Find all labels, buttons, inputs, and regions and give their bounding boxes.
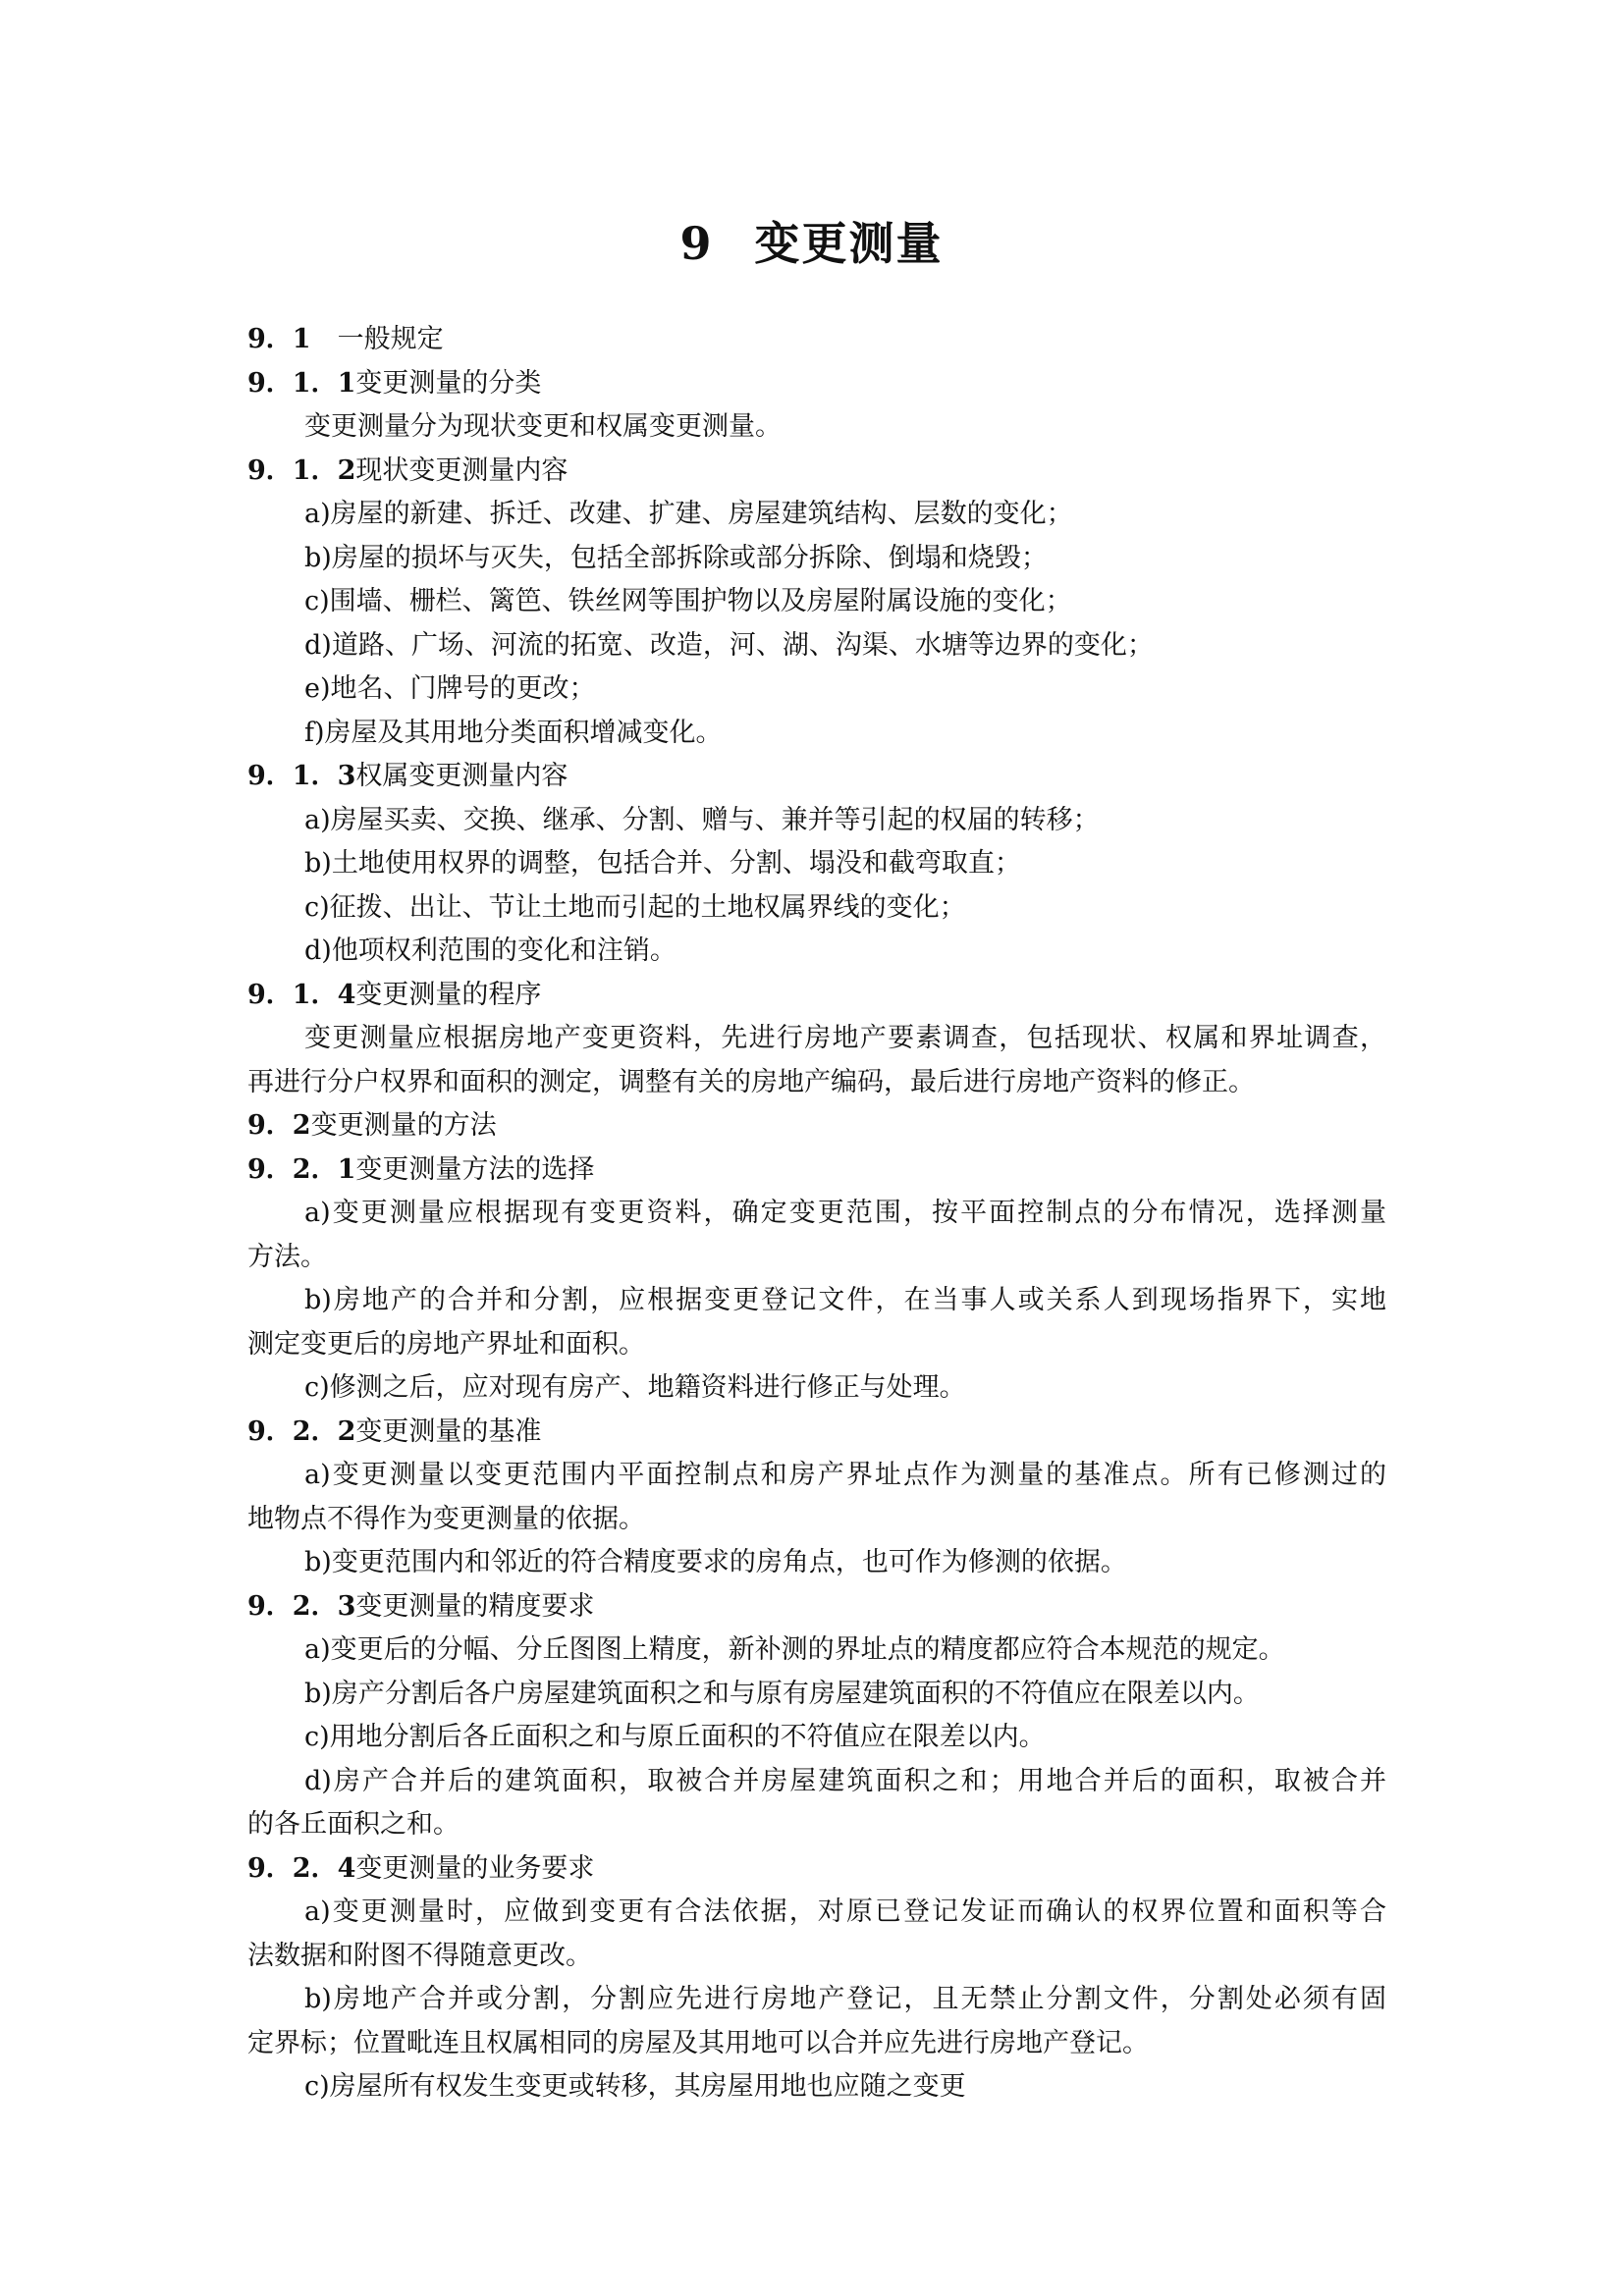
paragraph-line: 再进行分户权界和面积的测定，调整有关的房地产编码，最后进行房地产资料的修正。	[247, 1066, 1255, 1097]
paragraph-line: a)房屋买卖、交换、继承、分割、赠与、兼并等引起的权届的转移；	[304, 804, 1100, 835]
paragraph-line: 的各丘面积之和。	[247, 1809, 460, 1840]
section-heading	[247, 974, 1386, 1018]
paragraph-line: a)变更后的分幅、分丘图图上精度，新补测的界址点的精度都应符合本规范的规定。	[304, 1634, 1285, 1665]
section-heading	[247, 1585, 1386, 1629]
paragraph-line: b)土地使用权界的调整，包括合并、分割、塌没和截弯取直；	[304, 848, 1021, 879]
paragraph-line: d)他项权利范围的变化和注销。	[304, 935, 676, 966]
section-heading	[247, 450, 1386, 494]
section-number: 9．2．4	[247, 1852, 356, 1884]
section-number: 9．1．1	[247, 367, 356, 399]
section-number: 9．2．1	[247, 1153, 356, 1185]
section-heading	[247, 318, 1386, 362]
section-heading-text: 变更测量的方法	[310, 1110, 497, 1141]
paragraph-line: a)变更测量应根据现有变更资料，确定变更范围，按平面控制点的分布情况，选择测量	[304, 1198, 1386, 1228]
paragraph-line: c)修测之后，应对现有房产、地籍资料进行修正与处理。	[304, 1372, 966, 1403]
section-heading-text: 一般规定	[310, 324, 444, 354]
paragraph-line: c)房屋所有权发生变更或转移，其房屋用地也应随之变更	[304, 2071, 966, 2102]
section-heading	[247, 755, 1386, 799]
paragraph-line: a)房屋的新建、拆迁、改建、扩建、房屋建筑结构、层数的变化；	[304, 499, 1073, 529]
paragraph-line: c)围墙、栅栏、篱笆、铁丝网等围护物以及房屋附属设施的变化；	[304, 586, 1072, 616]
section-number: 9．1	[247, 324, 311, 354]
paragraph-line: 变更测量分为现状变更和权属变更测量。	[304, 411, 782, 442]
paragraph-line: a)变更测量以变更范围内平面控制点和房产界址点作为测量的基准点。所有已修测过的	[304, 1460, 1386, 1490]
paragraph-line: b)房产分割后各户房屋建筑面积之和与原有房屋建筑面积的不符值应在限差以内。	[304, 1678, 1260, 1709]
chapter-title-text: 变更测量	[754, 217, 944, 270]
chapter-number: 9	[679, 217, 714, 270]
section-heading-text: 变更测量的精度要求	[355, 1590, 595, 1622]
paragraph-line: f)房屋及其用地分类面积增减变化。	[304, 717, 723, 748]
paragraph-line: d)房产合并后的建筑面积，取被合并房屋建筑面积之和；用地合并后的面积，取被合并	[304, 1765, 1386, 1796]
section-heading	[247, 1411, 1386, 1455]
section-heading-text: 变更测量的分类	[355, 367, 542, 399]
section-heading-text: 变更测量方法的选择	[355, 1153, 595, 1185]
section-heading-text: 权属变更测量内容	[355, 761, 568, 791]
paragraph-line: b)房地产的合并和分割，应根据变更登记文件，在当事人或关系人到现场指界下，实地	[304, 1285, 1386, 1315]
paragraph-line: b)房屋的损坏与灭失，包括全部拆除或部分拆除、倒塌和烧毁；	[304, 542, 1048, 573]
paragraph-line: b)变更范围内和邻近的符合精度要求的房角点，也可作为修测的依据。	[304, 1547, 1127, 1577]
section-heading	[247, 362, 1386, 406]
paragraph-line: 变更测量应根据房地产变更资料，先进行房地产要素调查，包括现状、权属和界址调查，	[304, 1023, 1386, 1053]
section-number: 9．2．3	[247, 1590, 356, 1622]
section-number: 9．2．2	[247, 1415, 356, 1447]
section-heading	[247, 1104, 1386, 1148]
paragraph-line: b)房地产合并或分割，分割应先进行房地产登记，且无禁止分割文件，分割处必须有固	[304, 1984, 1386, 2014]
section-number: 9．1．3	[247, 761, 356, 791]
section-number: 9．2	[247, 1110, 311, 1141]
paragraph-line: c)用地分割后各丘面积之和与原丘面积的不符值应在限差以内。	[304, 1722, 1046, 1752]
paragraph-line: 测定变更后的房地产界址和面积。	[247, 1328, 645, 1360]
paragraph-line: a)变更测量时，应做到变更有合法依据，对原已登记发证而确认的权界位置和面积等合	[304, 1896, 1386, 1927]
section-heading-text: 变更测量的程序	[355, 979, 542, 1010]
paragraph-line: 定界标；位置毗连且权属相同的房屋及其用地可以合并应先进行房地产登记。	[247, 2027, 1149, 2058]
paragraph-line: 法数据和附图不得随意更改。	[247, 1940, 592, 1971]
paragraph-line: 方法。	[247, 1241, 327, 1272]
section-heading-text: 变更测量的业务要求	[355, 1852, 595, 1884]
paragraph-line: c)征拨、出让、节让土地而引起的土地权属界线的变化；	[304, 891, 966, 923]
paragraph-line: d)道路、广场、河流的拓宽、改造，河、湖、沟渠、水塘等边界的变化；	[304, 629, 1154, 661]
paragraph-line: e)地名、门牌号的更改；	[304, 673, 596, 704]
section-heading-text: 变更测量的基准	[355, 1415, 542, 1447]
section-heading	[247, 1148, 1386, 1193]
chapter-title	[0, 214, 1623, 273]
section-heading-text: 现状变更测量内容	[355, 454, 568, 486]
section-number: 9．1．2	[247, 454, 356, 486]
section-number: 9．1．4	[247, 979, 356, 1010]
document-body	[247, 318, 1386, 2109]
section-heading	[247, 1847, 1386, 1892]
paragraph-line: 地物点不得作为变更测量的依据。	[247, 1503, 645, 1534]
